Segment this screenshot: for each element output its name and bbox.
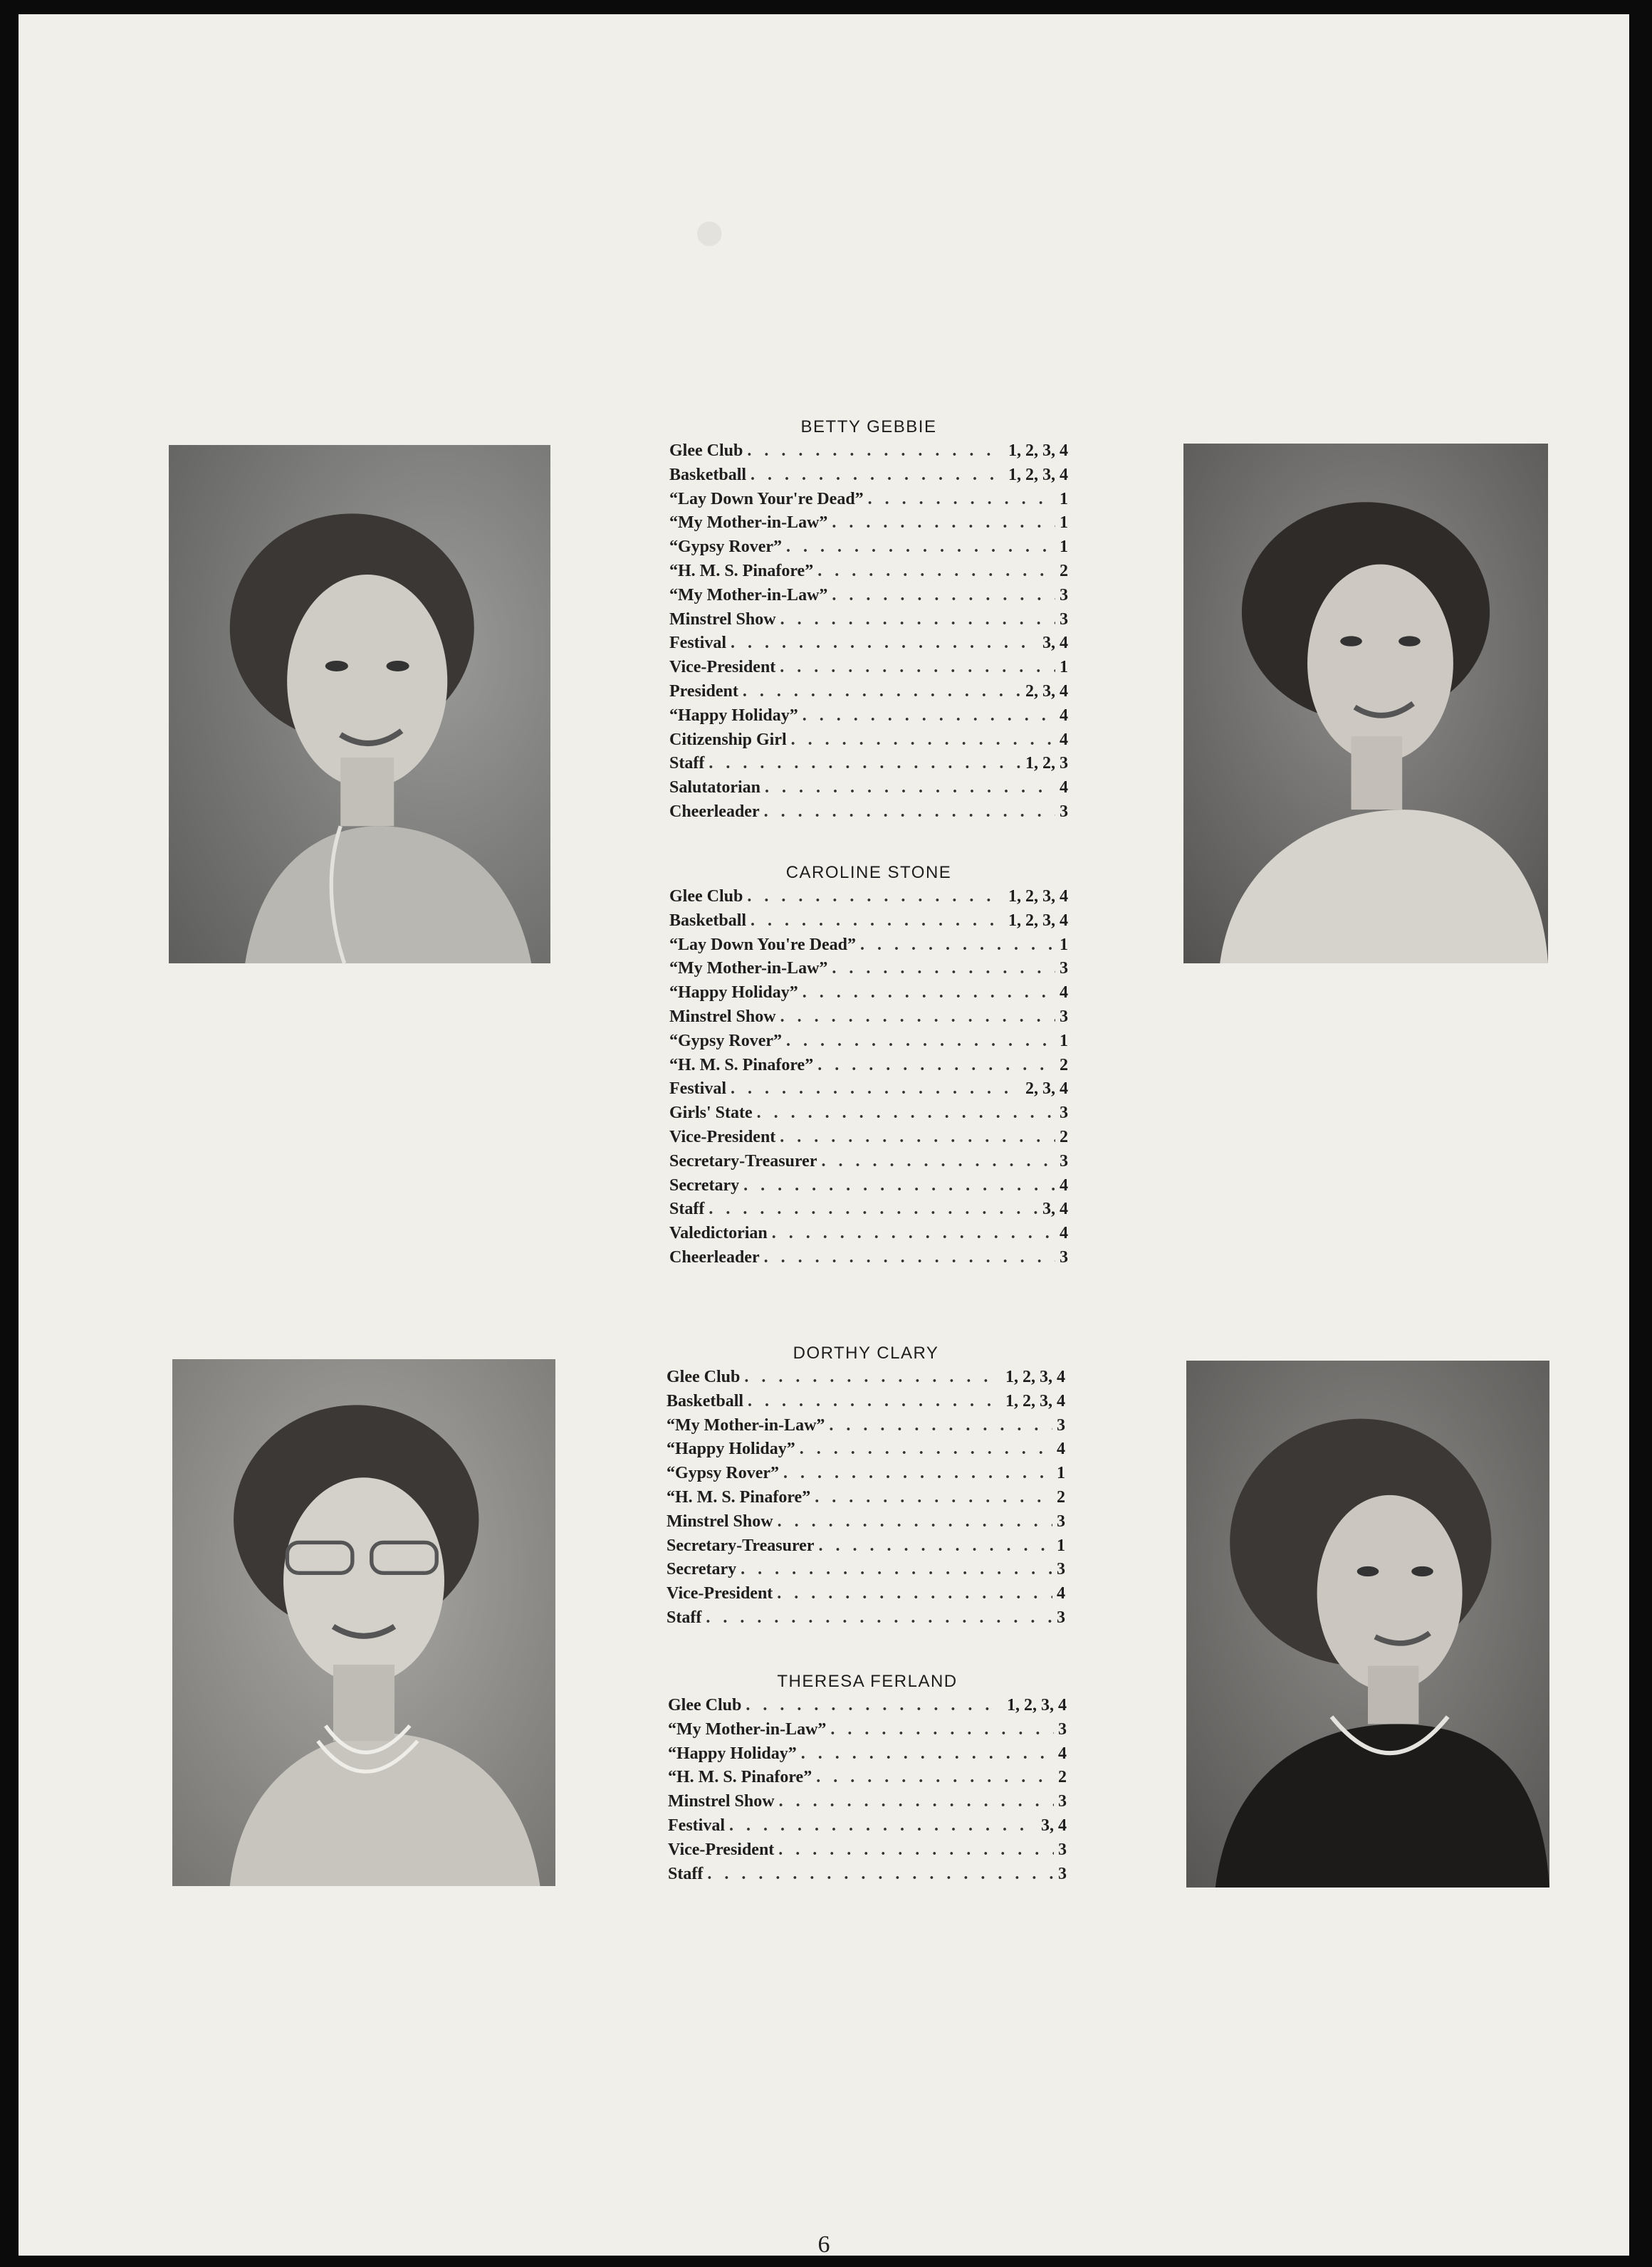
senior-name: DORTHY CLARY xyxy=(793,1344,939,1363)
activity-label: Cheerleader xyxy=(669,1247,760,1267)
activity-label: Secretary-Treasurer xyxy=(669,1151,817,1171)
activity-row xyxy=(668,1814,1067,1838)
page-number: 6 xyxy=(817,2231,830,2258)
activity-row xyxy=(666,1558,1065,1582)
dot-leader xyxy=(748,1390,1001,1414)
activity-row xyxy=(669,1054,1068,1078)
activity-years: 3, 4 xyxy=(1042,1200,1068,1219)
dot-leader xyxy=(747,439,1004,464)
dot-leader xyxy=(801,1742,1054,1766)
activity-label: “Gypsy Rover” xyxy=(669,538,782,557)
activity-row xyxy=(669,752,1068,776)
activity-years: 3 xyxy=(1058,1864,1067,1883)
activity-row xyxy=(669,728,1068,753)
dot-leader xyxy=(868,488,1055,512)
activity-row xyxy=(669,981,1068,1005)
activity-label: Festival xyxy=(669,1079,726,1099)
dot-leader xyxy=(765,776,1055,800)
activity-row xyxy=(669,1005,1068,1030)
dot-leader xyxy=(791,728,1055,753)
activity-label: “Happy Holiday” xyxy=(668,1744,797,1763)
activity-years: 3 xyxy=(1060,959,1068,978)
dot-leader xyxy=(777,1582,1052,1606)
activity-label: Staff xyxy=(669,754,705,773)
activity-row xyxy=(666,1414,1065,1438)
activity-row xyxy=(666,1366,1065,1390)
senior-block-theresa xyxy=(668,1670,1067,1886)
activity-row xyxy=(669,464,1068,488)
activity-label: Glee Club xyxy=(668,1696,742,1714)
dot-leader xyxy=(706,1606,1052,1630)
activity-years: 1 xyxy=(1060,538,1068,557)
activity-row xyxy=(669,1150,1068,1174)
dot-leader xyxy=(780,608,1055,632)
activity-label: Glee Club xyxy=(666,1368,741,1386)
dot-leader xyxy=(764,800,1055,824)
activity-years: 3 xyxy=(1058,1719,1067,1739)
activity-label: Festival xyxy=(668,1816,725,1835)
activity-years: 3 xyxy=(1058,1840,1067,1859)
activity-row xyxy=(669,1222,1068,1246)
activity-label: Secretary xyxy=(666,1560,737,1579)
activity-years: 1 xyxy=(1057,1536,1065,1555)
activity-row xyxy=(666,1606,1065,1630)
activity-row xyxy=(666,1438,1065,1462)
dot-leader xyxy=(778,1838,1054,1863)
senior-name: THERESA FERLAND xyxy=(777,1672,958,1691)
activity-label: “H. M. S. Pinafore” xyxy=(666,1487,811,1507)
activity-label: “Happy Holiday” xyxy=(666,1440,795,1459)
dot-leader xyxy=(741,1558,1052,1582)
activity-label: “My Mother-in-Law” xyxy=(669,585,828,604)
dot-leader xyxy=(818,1534,1052,1559)
activity-row xyxy=(668,1863,1067,1887)
dot-leader xyxy=(829,1414,1052,1438)
activity-label: Secretary xyxy=(669,1176,740,1195)
activity-years: 1, 2, 3, 4 xyxy=(1008,887,1068,906)
activity-years: 3 xyxy=(1060,1247,1068,1267)
activity-row xyxy=(668,1718,1067,1742)
dot-leader xyxy=(817,1054,1055,1078)
portrait-photo-2 xyxy=(1183,444,1548,963)
activity-row xyxy=(668,1694,1067,1718)
dot-leader xyxy=(757,1101,1055,1126)
activity-years: 4 xyxy=(1057,1584,1065,1603)
activity-years: 2, 3, 4 xyxy=(1025,681,1068,701)
activity-row xyxy=(669,680,1068,704)
activity-row xyxy=(669,1126,1068,1150)
activity-list xyxy=(666,1366,1065,1630)
dot-leader xyxy=(816,1766,1054,1790)
activity-label: “Gypsy Rover” xyxy=(666,1464,779,1483)
activity-label: Basketball xyxy=(669,465,747,484)
senior-name: BETTY GEBBIE xyxy=(800,417,937,436)
activity-years: 4 xyxy=(1058,1744,1067,1763)
activity-row xyxy=(669,933,1068,958)
activity-label: Citizenship Girl xyxy=(669,730,787,749)
activity-years: 1, 2, 3 xyxy=(1025,754,1068,773)
dot-leader xyxy=(731,632,1038,656)
dot-leader xyxy=(744,1366,1001,1390)
activity-years: 3, 4 xyxy=(1042,634,1068,653)
dot-leader xyxy=(729,1814,1037,1838)
activity-years: 2 xyxy=(1057,1487,1065,1507)
dot-leader xyxy=(803,704,1055,728)
dot-leader xyxy=(746,1694,1003,1718)
activity-years: 4 xyxy=(1060,983,1068,1002)
activity-years: 4 xyxy=(1060,1176,1068,1195)
activity-row xyxy=(669,1198,1068,1222)
activity-years: 1 xyxy=(1060,1031,1068,1050)
activity-label: “Gypsy Rover” xyxy=(669,1031,782,1050)
activity-row xyxy=(669,560,1068,584)
activity-row xyxy=(669,535,1068,560)
activity-years: 2 xyxy=(1060,1127,1068,1146)
portrait-photo-3 xyxy=(172,1359,555,1886)
activity-label: Vice-President xyxy=(669,1127,776,1146)
portrait-photo-4 xyxy=(1186,1361,1549,1888)
activity-years: 3 xyxy=(1057,1560,1065,1579)
activity-row xyxy=(669,957,1068,981)
activity-years: 3 xyxy=(1057,1608,1065,1627)
dot-leader xyxy=(860,933,1055,958)
activity-years: 4 xyxy=(1057,1440,1065,1459)
portrait-photo-1 xyxy=(169,445,550,963)
activity-years: 1, 2, 3, 4 xyxy=(1005,1368,1065,1386)
dot-leader xyxy=(786,1030,1055,1054)
activity-row xyxy=(669,656,1068,680)
dot-leader xyxy=(803,981,1055,1005)
activity-label: “My Mother-in-Law” xyxy=(669,513,828,533)
activity-years: 1 xyxy=(1060,658,1068,677)
activity-row xyxy=(666,1486,1065,1510)
activity-label: Salutatorian xyxy=(669,778,761,797)
activity-list xyxy=(668,1694,1067,1886)
activity-years: 4 xyxy=(1060,706,1068,725)
activity-label: Secretary-Treasurer xyxy=(666,1536,815,1555)
activity-years: 1 xyxy=(1060,935,1068,954)
activity-years: 2, 3, 4 xyxy=(1025,1079,1068,1099)
senior-block-dorthy xyxy=(666,1341,1065,1630)
activity-row xyxy=(668,1742,1067,1766)
activity-row xyxy=(669,608,1068,632)
activity-years: 3 xyxy=(1060,1151,1068,1171)
activity-label: “H. M. S. Pinafore” xyxy=(669,561,814,580)
activity-label: “My Mother-in-Law” xyxy=(668,1719,827,1739)
activity-label: “H. M. S. Pinafore” xyxy=(669,1055,814,1074)
dot-leader xyxy=(780,1126,1055,1150)
activity-years: 2 xyxy=(1060,561,1068,580)
activity-row xyxy=(669,885,1068,909)
dot-leader xyxy=(780,1005,1055,1030)
activity-label: Minstrel Show xyxy=(666,1512,773,1531)
dot-leader xyxy=(832,957,1055,981)
activity-years: 1 xyxy=(1060,513,1068,533)
dot-leader xyxy=(709,1198,1038,1222)
activity-row xyxy=(666,1534,1065,1559)
senior-block-betty xyxy=(669,415,1068,824)
activity-label: Basketball xyxy=(666,1391,744,1410)
activity-label: “Lay Down Your're Dead” xyxy=(669,489,864,508)
activity-label: Festival xyxy=(669,634,726,653)
activity-label: Staff xyxy=(668,1864,704,1883)
activity-label: “H. M. S. Pinafore” xyxy=(668,1768,812,1787)
activity-years: 4 xyxy=(1060,778,1068,797)
activity-years: 1, 2, 3, 4 xyxy=(1008,441,1068,460)
activity-years: 4 xyxy=(1060,730,1068,749)
activity-row xyxy=(669,584,1068,608)
activity-years: 1 xyxy=(1060,489,1068,508)
activity-years: 2 xyxy=(1060,1055,1068,1074)
activity-years: 1, 2, 3, 4 xyxy=(1008,465,1068,484)
dot-leader xyxy=(743,680,1021,704)
activity-label: Minstrel Show xyxy=(668,1792,775,1811)
activity-row xyxy=(668,1766,1067,1790)
activity-years: 1 xyxy=(1057,1464,1065,1483)
dot-leader xyxy=(821,1150,1055,1174)
activity-label: “My Mother-in-Law” xyxy=(666,1415,825,1435)
activity-years: 3 xyxy=(1057,1512,1065,1531)
dot-leader xyxy=(780,656,1055,680)
dot-leader xyxy=(707,1863,1054,1887)
activity-list xyxy=(669,439,1068,824)
dot-leader xyxy=(779,1790,1054,1814)
activity-row xyxy=(668,1838,1067,1863)
senior-block-caroline xyxy=(669,861,1068,1270)
dot-leader xyxy=(751,464,1004,488)
activity-row xyxy=(669,511,1068,535)
activity-row xyxy=(668,1790,1067,1814)
activity-label: Vice-President xyxy=(668,1840,775,1859)
dot-leader xyxy=(832,584,1055,608)
activity-years: 3 xyxy=(1058,1792,1067,1811)
activity-years: 1, 2, 3, 4 xyxy=(1007,1696,1067,1714)
dot-leader xyxy=(832,511,1055,535)
activity-row xyxy=(669,1101,1068,1126)
activity-label: Girls' State xyxy=(669,1104,753,1123)
dot-leader xyxy=(709,752,1021,776)
activity-label: Basketball xyxy=(669,911,747,930)
dot-leader xyxy=(778,1510,1052,1534)
dot-leader xyxy=(786,535,1055,560)
activity-label: “Happy Holiday” xyxy=(669,706,798,725)
activity-label: President xyxy=(669,681,738,701)
activity-row xyxy=(666,1390,1065,1414)
activity-row xyxy=(669,704,1068,728)
activity-row xyxy=(666,1582,1065,1606)
activity-row xyxy=(666,1510,1065,1534)
activity-row xyxy=(669,1174,1068,1198)
activity-label: “Happy Holiday” xyxy=(669,983,798,1002)
activity-label: Vice-President xyxy=(669,658,776,677)
activity-row xyxy=(669,1246,1068,1270)
activity-label: Vice-President xyxy=(666,1584,773,1603)
activity-row xyxy=(669,776,1068,800)
bleed-through-text: ● xyxy=(688,200,727,263)
activity-years: 3 xyxy=(1060,585,1068,604)
activity-years: 3 xyxy=(1060,1104,1068,1123)
activity-row xyxy=(669,800,1068,824)
activity-row xyxy=(666,1462,1065,1486)
activity-row xyxy=(669,909,1068,933)
activity-label: “Lay Down You're Dead” xyxy=(669,935,857,954)
activity-label: Minstrel Show xyxy=(669,609,776,629)
activity-years: 1, 2, 3, 4 xyxy=(1005,1391,1065,1410)
dot-leader xyxy=(731,1077,1021,1101)
dot-leader xyxy=(815,1486,1052,1510)
activity-years: 3 xyxy=(1057,1415,1065,1435)
activity-label: Minstrel Show xyxy=(669,1007,776,1026)
activity-years: 4 xyxy=(1060,1224,1068,1243)
activity-label: Staff xyxy=(669,1200,705,1219)
dot-leader xyxy=(783,1462,1052,1486)
dot-leader xyxy=(764,1246,1055,1270)
dot-leader xyxy=(800,1438,1052,1462)
activity-years: 1, 2, 3, 4 xyxy=(1008,911,1068,930)
activity-label: “My Mother-in-Law” xyxy=(669,959,828,978)
activity-row xyxy=(669,439,1068,464)
activity-row xyxy=(669,1030,1068,1054)
activity-label: Valedictorian xyxy=(669,1224,768,1243)
activity-years: 3 xyxy=(1060,802,1068,821)
dot-leader xyxy=(772,1222,1055,1246)
activity-years: 3 xyxy=(1060,1007,1068,1026)
activity-row xyxy=(669,1077,1068,1101)
yearbook-page xyxy=(19,14,1629,2256)
activity-years: 3 xyxy=(1060,609,1068,629)
activity-years: 3, 4 xyxy=(1041,1816,1067,1835)
dot-leader xyxy=(830,1718,1054,1742)
dot-leader xyxy=(751,909,1004,933)
activity-list xyxy=(669,885,1068,1270)
activity-label: Glee Club xyxy=(669,441,743,460)
dot-leader xyxy=(743,1174,1055,1198)
activity-years: 2 xyxy=(1058,1768,1067,1787)
activity-label: Staff xyxy=(666,1608,702,1627)
senior-name: CAROLINE STONE xyxy=(785,863,952,882)
dot-leader xyxy=(747,885,1004,909)
dot-leader xyxy=(817,560,1055,584)
activity-row xyxy=(669,488,1068,512)
activity-row xyxy=(669,632,1068,656)
activity-label: Cheerleader xyxy=(669,802,760,821)
activity-label: Glee Club xyxy=(669,887,743,906)
